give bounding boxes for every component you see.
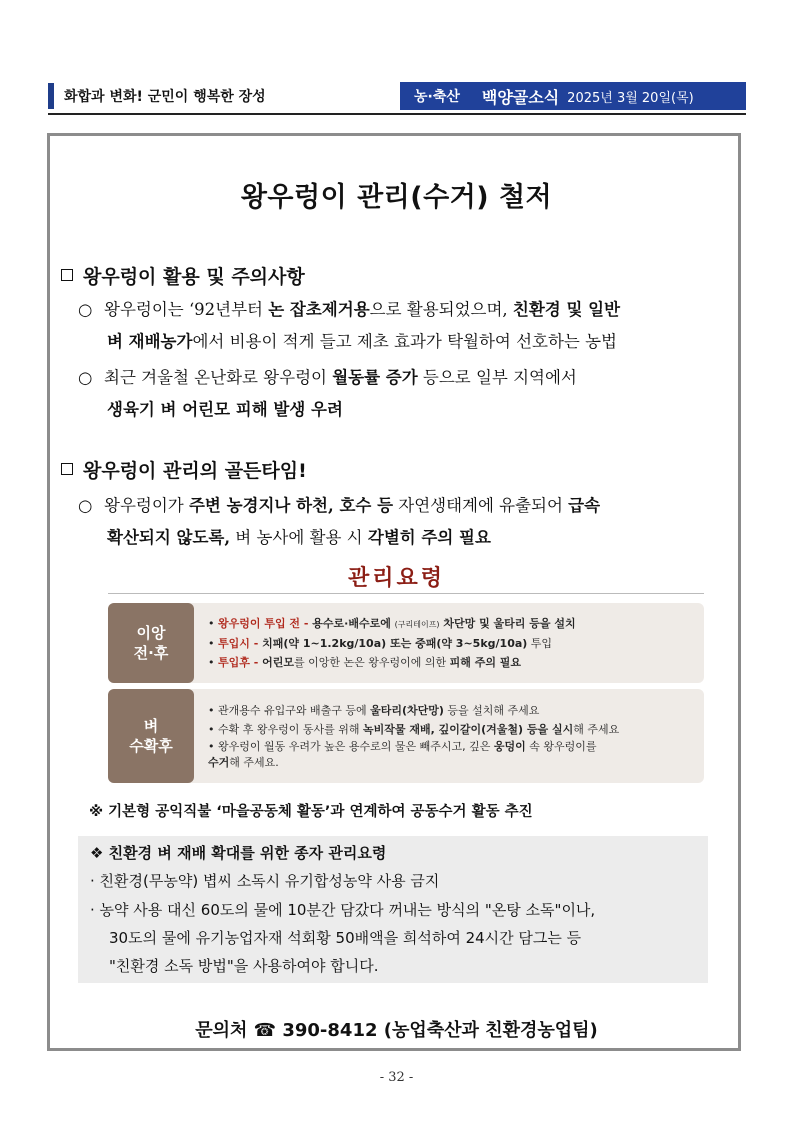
emphasis: 피해 주의 필요 (449, 656, 522, 669)
text: 자연생태계에 유출되어 (393, 496, 569, 515)
emphasis: 치패(약 1~1.2kg/10a) 또는 중패(약 3~5kg/10a) (262, 637, 528, 650)
highlight: 투입시 - (218, 637, 263, 650)
emphasis: 친환경 및 일반 (512, 300, 621, 319)
text: 에서 비용이 적게 들고 제초 효과가 탁월하여 선호하는 농법 (192, 332, 617, 351)
emphasis: 수거 (208, 756, 230, 769)
square-bullet-icon (61, 463, 73, 475)
text: 벼 농사에 활용 시 (230, 528, 368, 547)
bullet-dot-icon: • (208, 704, 215, 717)
text: 해 주세요 (573, 723, 620, 736)
text: 왕우렁이가 (104, 496, 189, 515)
seed-guide-line: · 농약 사용 대신 60도의 물에 10분간 담갔다 꺼내는 방식의 "온탕 소독"이나, (90, 901, 596, 919)
bullet-dot-icon: • (208, 656, 215, 669)
section1-bullet1 (78, 294, 620, 326)
section1-heading (61, 262, 305, 289)
management-title: 관리요령 (347, 566, 445, 591)
highlight: 투입후 - (218, 656, 263, 669)
header-date: 2025년 3월 20일(목) (567, 90, 694, 106)
section2-bullet1 (78, 490, 600, 522)
header-category: 농·축산 (414, 89, 460, 105)
emphasis: 각별히 주의 필요 (367, 528, 491, 547)
list-item (208, 634, 698, 653)
seed-guide-line: "친환경 소독 방법"을 사용하여야 합니다. (109, 957, 379, 975)
circle-bullet-icon: ○ (78, 368, 93, 387)
text: 투입 (527, 637, 553, 650)
section1-bullet2 (78, 362, 577, 394)
management-panel-transplant (108, 603, 704, 683)
article-title: 왕우렁이 관리(수거) 철저 (240, 182, 553, 213)
section1-bullet1-cont (107, 326, 617, 358)
emphasis: 벼 재배농가 (107, 332, 193, 351)
bullet-dot-icon: • (208, 617, 215, 630)
text: 으로 활용되었으며, (369, 300, 513, 319)
section1-bullet2-cont (107, 394, 343, 426)
text: 왕우렁이 월동 우려가 높은 용수로의 물은 빼주시고, 깊은 (218, 740, 494, 753)
text: 를 이앙한 논은 왕우렁이에 의한 (294, 656, 450, 669)
list-item (208, 739, 698, 755)
emphasis: 울타리(차단망) (370, 704, 444, 717)
management-panel-harvest (108, 689, 704, 783)
section2-bullet1-cont (107, 522, 491, 554)
contact-info: 문의처 ☎ 390-8412 (농업축산과 친환경농업팀) (195, 1020, 598, 1041)
label-line: 전·후 (133, 644, 169, 662)
text: 등으로 일부 지역에서 (417, 368, 577, 387)
panel-items (208, 689, 698, 783)
text: 왕우렁이는 ‘92년부터 (104, 300, 269, 319)
panel-label-harvest (108, 689, 194, 783)
header-divider (48, 113, 746, 115)
list-item (208, 614, 698, 634)
emphasis: 녹비작물 재배, 깊이갈이(겨울철) 등을 실시 (363, 723, 574, 736)
section2-heading-text: 왕우렁이 관리의 골든타임! (83, 460, 307, 482)
header-banner (400, 82, 746, 110)
emphasis: 어린모 (262, 656, 294, 669)
emphasis: 생육기 벼 어린모 피해 발생 우려 (107, 400, 343, 419)
highlight: 왕우렁이 투입 전 - (218, 617, 313, 630)
emphasis: 급속 (568, 496, 601, 515)
bullet-dot-icon: • (208, 637, 215, 650)
header-slogan: 화합과 변화! 군민이 행복한 장성 (64, 89, 266, 105)
emphasis: 월동률 증가 (332, 368, 418, 387)
text: 수확 후 왕우렁이 동사를 위해 (218, 723, 363, 736)
panel-items (208, 603, 698, 683)
emphasis: 웅덩이 (493, 740, 526, 753)
seed-guide-heading: ❖ 친환경 벼 재배 확대를 위한 종자 관리요령 (90, 844, 387, 862)
management-divider (108, 593, 704, 594)
text: 해 주세요. (229, 756, 279, 769)
header-accent-bar (48, 83, 54, 109)
community-note: ※ 기본형 공익직불 ‘마을공동체 활동’과 연계하여 공동수거 활동 추진 (89, 804, 533, 820)
list-item (208, 720, 698, 739)
page-number: - 32 - (379, 1070, 414, 1085)
small-text: (구리테이프) (394, 620, 440, 629)
label-line: 벼 (143, 717, 159, 735)
list-item-cont (208, 755, 698, 771)
list-item (208, 653, 698, 672)
emphasis: 확산되지 않도록, (107, 528, 231, 547)
label-line: 수확후 (129, 737, 173, 755)
text: 속 왕우렁이를 (525, 740, 597, 753)
header-publication: 백양골소식 (481, 87, 560, 107)
text: 관개용수 유입구와 배출구 등에 (218, 704, 371, 717)
emphasis: 차단망 및 울타리 등을 설치 (439, 617, 576, 630)
panel-label-transplant (108, 603, 194, 683)
section1-heading-text: 왕우렁이 활용 및 주의사항 (83, 266, 305, 288)
bullet-dot-icon: • (208, 740, 215, 753)
list-item (208, 701, 698, 720)
emphasis: 주변 농경지나 하천, 호수 등 (188, 496, 394, 515)
square-bullet-icon (61, 269, 73, 281)
text: 최근 겨울철 온난화로 왕우렁이 (104, 368, 333, 387)
bullet-dot-icon: • (208, 723, 215, 736)
circle-bullet-icon: ○ (78, 496, 93, 515)
seed-guide-line: 30도의 물에 유기농업자재 석회황 50배액을 희석하여 24시간 담그는 등 (109, 929, 582, 947)
section2-heading (61, 456, 307, 483)
label-line: 이앙 (136, 624, 166, 642)
text: 등을 설치해 주세요 (443, 704, 540, 717)
emphasis: 용수로·배수로에 (312, 617, 395, 630)
circle-bullet-icon: ○ (78, 300, 93, 319)
emphasis: 논 잡초제거용 (268, 300, 370, 319)
seed-guide-line: · 친환경(무농약) 볍씨 소독시 유기합성농약 사용 금지 (90, 872, 440, 890)
